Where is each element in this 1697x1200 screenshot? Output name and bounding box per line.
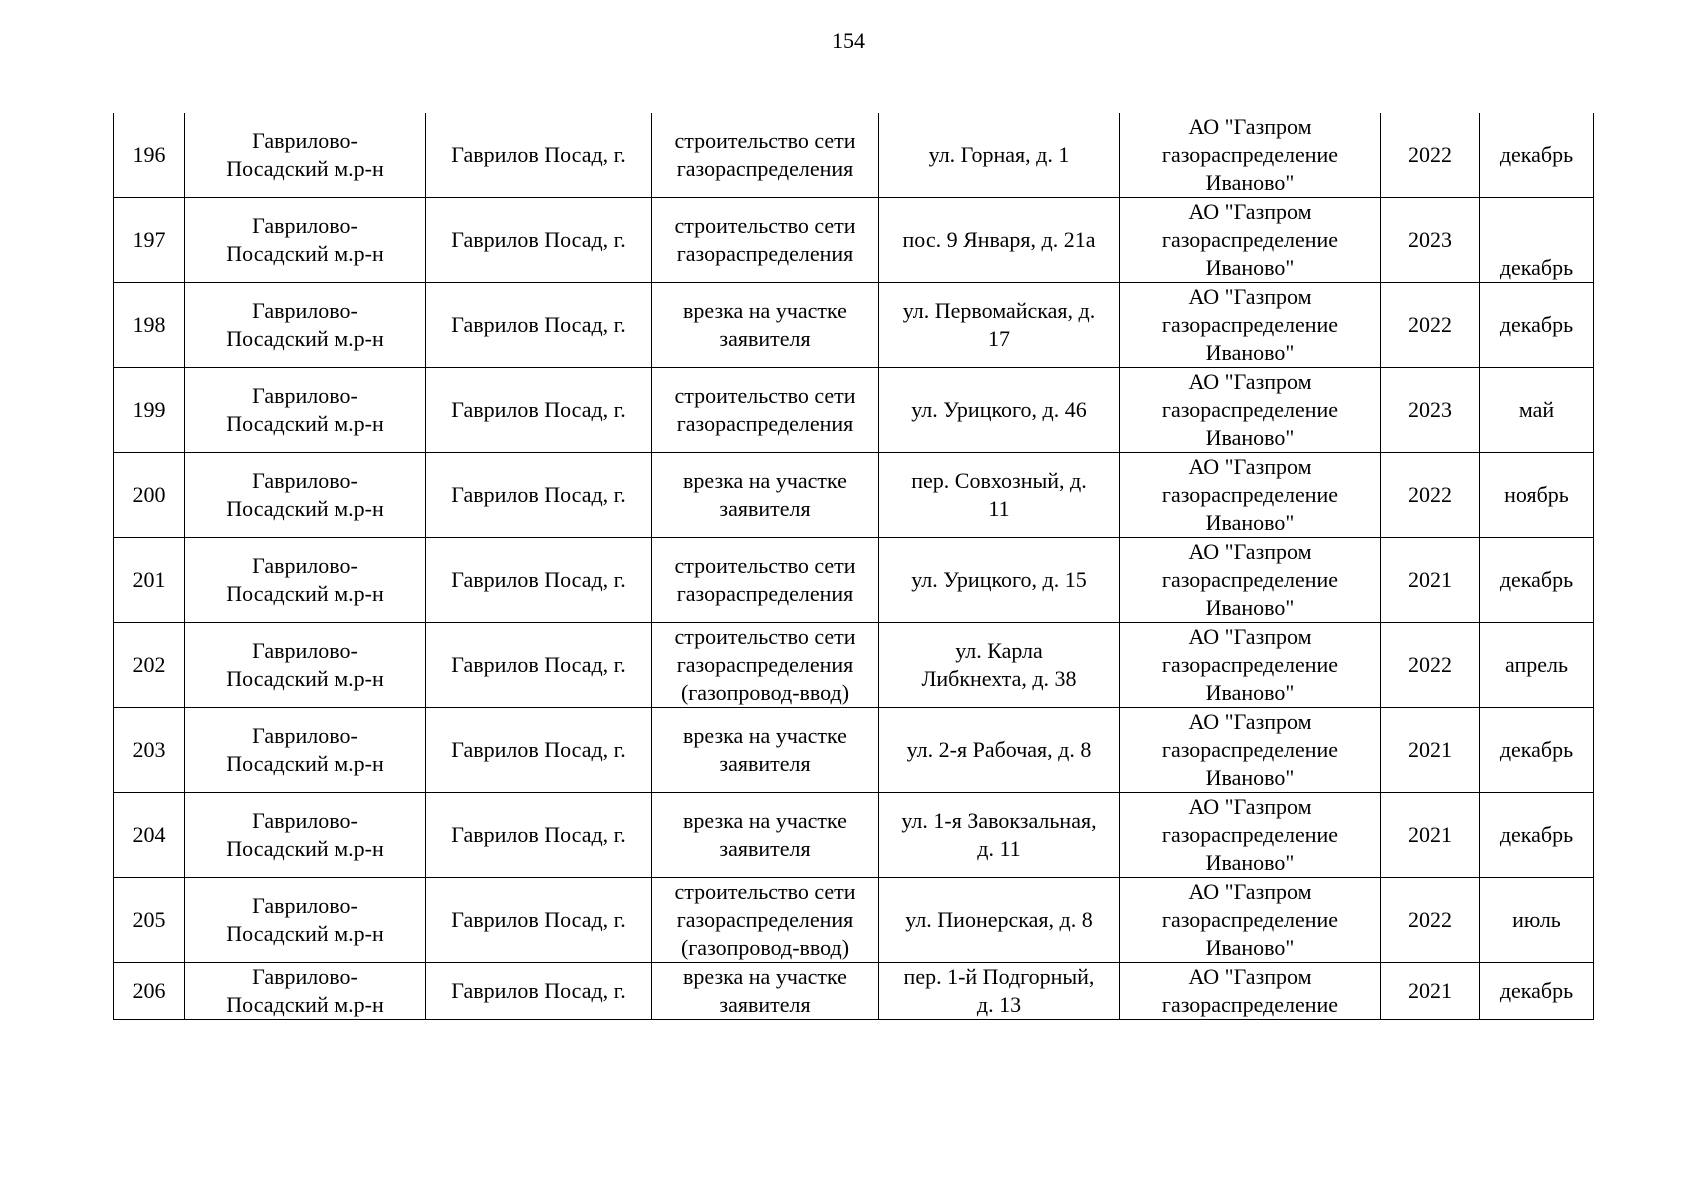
cell-address <box>879 793 1120 878</box>
cell-organization-line: газораспределение <box>1161 142 1339 167</box>
cell-month: декабрь <box>1480 198 1594 283</box>
cell-settlement: Гаврилов Посад, г. <box>426 453 652 538</box>
cell-district <box>185 113 426 198</box>
cell-work-type-line: газораспределения <box>676 156 854 181</box>
cell-work-type-line: строительство сети <box>674 213 856 238</box>
cell-organization-line: АО "Газпром <box>1188 624 1312 649</box>
cell-number: 198 <box>114 283 185 368</box>
cell-settlement: Гаврилов Посад, г. <box>426 538 652 623</box>
cell-organization <box>1120 198 1381 283</box>
cell-settlement: Гаврилов Посад, г. <box>426 283 652 368</box>
table-row <box>114 198 1594 283</box>
cell-work-type-line: газораспределения <box>676 241 854 266</box>
cell-organization <box>1120 793 1381 878</box>
cell-address-line: пер. Совхозный, д. <box>911 468 1087 493</box>
cell-address-line: ул. Урицкого, д. 15 <box>911 567 1087 592</box>
cell-work-type <box>652 453 879 538</box>
cell-organization-line: газораспределение <box>1161 652 1339 677</box>
cell-year: 2021 <box>1381 793 1480 878</box>
cell-organization-line: Иваново" <box>1205 680 1295 705</box>
cell-month: апрель <box>1480 623 1594 708</box>
table-row <box>114 283 1594 368</box>
cell-organization-line: газораспределение <box>1161 737 1339 762</box>
cell-district-line: Гаврилово- <box>252 553 358 578</box>
cell-year: 2022 <box>1381 283 1480 368</box>
cell-organization-line: Иваново" <box>1205 425 1295 450</box>
table-row <box>114 538 1594 623</box>
cell-address-line: ул. 2-я Рабочая, д. 8 <box>906 737 1092 762</box>
cell-work-type-line: газораспределения <box>676 652 854 677</box>
table-row <box>114 878 1594 963</box>
table-row <box>114 453 1594 538</box>
cell-district <box>185 453 426 538</box>
cell-work-type <box>652 113 879 198</box>
cell-work-type-line: строительство сети <box>674 383 856 408</box>
cell-month: июль <box>1480 878 1594 963</box>
cell-settlement: Гаврилов Посад, г. <box>426 113 652 198</box>
cell-month: декабрь <box>1480 963 1594 1020</box>
cell-district-line: Гаврилово- <box>252 638 358 663</box>
cell-address-line: ул. Карла <box>955 638 1043 663</box>
cell-number: 202 <box>114 623 185 708</box>
cell-address <box>879 283 1120 368</box>
table-row <box>114 113 1594 198</box>
cell-work-type-line: врезка на участке <box>683 468 847 493</box>
cell-organization <box>1120 623 1381 708</box>
cell-organization-line: газораспределение <box>1161 992 1339 1017</box>
cell-organization-line: АО "Газпром <box>1188 964 1312 989</box>
cell-district-line: Гаврилово- <box>252 964 358 989</box>
cell-year: 2021 <box>1381 963 1480 1020</box>
cell-organization-line: Иваново" <box>1205 340 1295 365</box>
cell-work-type <box>652 878 879 963</box>
cell-organization-line: газораспределение <box>1161 482 1339 507</box>
table-row <box>114 708 1594 793</box>
cell-organization-line: АО "Газпром <box>1188 114 1312 139</box>
cell-organization <box>1120 963 1381 1020</box>
cell-month: декабрь <box>1480 538 1594 623</box>
cell-district-line: Гаврилово- <box>252 808 358 833</box>
cell-address <box>879 878 1120 963</box>
cell-number: 204 <box>114 793 185 878</box>
table-row <box>114 368 1594 453</box>
cell-address-line: ул. 1-я Завокзальная, <box>901 808 1097 833</box>
cell-work-type-line: заявителя <box>719 496 811 521</box>
cell-work-type-line: строительство сети <box>674 879 856 904</box>
cell-district-line: Гаврилово- <box>252 128 358 153</box>
cell-organization-line: Иваново" <box>1205 935 1295 960</box>
cell-address-line: 11 <box>988 496 1010 521</box>
cell-address <box>879 708 1120 793</box>
cell-number: 196 <box>114 113 185 198</box>
cell-organization-line: АО "Газпром <box>1188 199 1312 224</box>
cell-address-line: ул. Пионерская, д. 8 <box>905 907 1093 932</box>
cell-organization-line: Иваново" <box>1205 170 1295 195</box>
cell-work-type-line: врезка на участке <box>683 808 847 833</box>
cell-settlement: Гаврилов Посад, г. <box>426 793 652 878</box>
cell-organization-line: АО "Газпром <box>1188 709 1312 734</box>
table-body <box>114 113 1594 1020</box>
cell-address <box>879 538 1120 623</box>
cell-organization-line: АО "Газпром <box>1188 369 1312 394</box>
cell-district-line: Посадский м.р-н <box>226 241 384 266</box>
cell-year: 2022 <box>1381 453 1480 538</box>
cell-district <box>185 793 426 878</box>
cell-work-type-line: врезка на участке <box>683 723 847 748</box>
cell-organization-line: АО "Газпром <box>1188 879 1312 904</box>
cell-address-line: ул. Горная, д. 1 <box>928 142 1070 167</box>
cell-organization <box>1120 453 1381 538</box>
cell-month: декабрь <box>1480 708 1594 793</box>
cell-settlement: Гаврилов Посад, г. <box>426 198 652 283</box>
cell-organization-line: газораспределение <box>1161 397 1339 422</box>
cell-address <box>879 198 1120 283</box>
cell-organization <box>1120 283 1381 368</box>
cell-address-line: д. 13 <box>976 992 1022 1017</box>
cell-address <box>879 368 1120 453</box>
cell-settlement: Гаврилов Посад, г. <box>426 878 652 963</box>
cell-year: 2022 <box>1381 623 1480 708</box>
cell-district-line: Посадский м.р-н <box>226 156 384 181</box>
cell-month: декабрь <box>1480 283 1594 368</box>
cell-year: 2023 <box>1381 368 1480 453</box>
cell-work-type-line: строительство сети <box>674 553 856 578</box>
cell-district <box>185 623 426 708</box>
cell-settlement: Гаврилов Посад, г. <box>426 368 652 453</box>
cell-district-line: Гаврилово- <box>252 893 358 918</box>
cell-address-line: ул. Первомайская, д. <box>902 298 1096 323</box>
cell-work-type-line: заявителя <box>719 326 811 351</box>
cell-work-type <box>652 708 879 793</box>
page-number: 154 <box>832 28 865 53</box>
cell-organization-line: АО "Газпром <box>1188 454 1312 479</box>
cell-work-type-line: заявителя <box>719 751 811 776</box>
cell-work-type-line: строительство сети <box>674 624 856 649</box>
cell-organization-line: Иваново" <box>1205 765 1295 790</box>
cell-district <box>185 368 426 453</box>
cell-work-type <box>652 538 879 623</box>
cell-district <box>185 878 426 963</box>
table-row <box>114 963 1594 1020</box>
cell-address <box>879 113 1120 198</box>
cell-district-line: Гаврилово- <box>252 723 358 748</box>
cell-organization-line: газораспределение <box>1161 227 1339 252</box>
cell-district-line: Гаврилово- <box>252 298 358 323</box>
cell-organization-line: Иваново" <box>1205 595 1295 620</box>
cell-organization <box>1120 708 1381 793</box>
cell-district-line: Посадский м.р-н <box>226 411 384 436</box>
cell-address <box>879 623 1120 708</box>
cell-year: 2022 <box>1381 878 1480 963</box>
cell-address-line: 17 <box>988 326 1010 351</box>
cell-work-type-line: заявителя <box>719 836 811 861</box>
cell-work-type-line: газораспределения <box>676 581 854 606</box>
cell-year: 2022 <box>1381 113 1480 198</box>
cell-organization <box>1120 368 1381 453</box>
cell-district-line: Гаврилово- <box>252 213 358 238</box>
cell-year: 2021 <box>1381 538 1480 623</box>
cell-work-type <box>652 198 879 283</box>
cell-address-line: пер. 1-й Подгорный, <box>903 964 1095 989</box>
cell-district <box>185 538 426 623</box>
cell-district-line: Посадский м.р-н <box>226 496 384 521</box>
cell-work-type <box>652 793 879 878</box>
table-row <box>114 623 1594 708</box>
cell-number: 200 <box>114 453 185 538</box>
cell-organization <box>1120 538 1381 623</box>
cell-organization-line: газораспределение <box>1161 312 1339 337</box>
cell-district <box>185 198 426 283</box>
cell-address <box>879 453 1120 538</box>
cell-month: май <box>1480 368 1594 453</box>
cell-district <box>185 708 426 793</box>
cell-number: 203 <box>114 708 185 793</box>
cell-address-line: ул. Урицкого, д. 46 <box>911 397 1087 422</box>
cell-month: декабрь <box>1480 793 1594 878</box>
cell-number: 205 <box>114 878 185 963</box>
cell-district-line: Посадский м.р-н <box>226 921 384 946</box>
cell-work-type-line: (газопровод-ввод) <box>680 935 850 960</box>
cell-district-line: Посадский м.р-н <box>226 326 384 351</box>
cell-organization-line: газораспределение <box>1161 822 1339 847</box>
cell-district-line: Посадский м.р-н <box>226 992 384 1017</box>
cell-number: 197 <box>114 198 185 283</box>
cell-work-type <box>652 963 879 1020</box>
cell-work-type-line: заявителя <box>719 992 811 1017</box>
cell-settlement: Гаврилов Посад, г. <box>426 623 652 708</box>
cell-district-line: Посадский м.р-н <box>226 581 384 606</box>
cell-organization-line: Иваново" <box>1205 255 1295 280</box>
cell-settlement: Гаврилов Посад, г. <box>426 708 652 793</box>
cell-work-type-line: врезка на участке <box>683 298 847 323</box>
cell-organization-line: АО "Газпром <box>1188 794 1312 819</box>
gasification-table <box>113 113 1594 1020</box>
cell-number: 206 <box>114 963 185 1020</box>
cell-address <box>879 963 1120 1020</box>
cell-address-line: пос. 9 Января, д. 21а <box>902 227 1096 252</box>
cell-organization-line: АО "Газпром <box>1188 539 1312 564</box>
cell-work-type <box>652 368 879 453</box>
cell-address-line: Либкнехта, д. 38 <box>921 666 1077 691</box>
cell-work-type <box>652 283 879 368</box>
cell-year: 2023 <box>1381 198 1480 283</box>
cell-district-line: Посадский м.р-н <box>226 666 384 691</box>
cell-work-type-line: газораспределения <box>676 907 854 932</box>
cell-district-line: Гаврилово- <box>252 383 358 408</box>
cell-year: 2021 <box>1381 708 1480 793</box>
cell-month: ноябрь <box>1480 453 1594 538</box>
table-row <box>114 793 1594 878</box>
cell-work-type-line: (газопровод-ввод) <box>680 680 850 705</box>
cell-district-line: Посадский м.р-н <box>226 751 384 776</box>
cell-organization <box>1120 113 1381 198</box>
cell-month: декабрь <box>1480 113 1594 198</box>
cell-organization-line: АО "Газпром <box>1188 284 1312 309</box>
cell-organization-line: газораспределение <box>1161 907 1339 932</box>
cell-address-line: д. 11 <box>977 836 1021 861</box>
cell-organization-line: Иваново" <box>1205 850 1295 875</box>
cell-organization <box>1120 878 1381 963</box>
cell-work-type-line: врезка на участке <box>683 964 847 989</box>
cell-settlement: Гаврилов Посад, г. <box>426 963 652 1020</box>
cell-organization-line: Иваново" <box>1205 510 1295 535</box>
cell-work-type-line: газораспределения <box>676 411 854 436</box>
cell-district <box>185 963 426 1020</box>
cell-district <box>185 283 426 368</box>
cell-district-line: Гаврилово- <box>252 468 358 493</box>
cell-work-type-line: строительство сети <box>674 128 856 153</box>
cell-district-line: Посадский м.р-н <box>226 836 384 861</box>
cell-work-type <box>652 623 879 708</box>
cell-organization-line: газораспределение <box>1161 567 1339 592</box>
cell-number: 201 <box>114 538 185 623</box>
cell-number: 199 <box>114 368 185 453</box>
